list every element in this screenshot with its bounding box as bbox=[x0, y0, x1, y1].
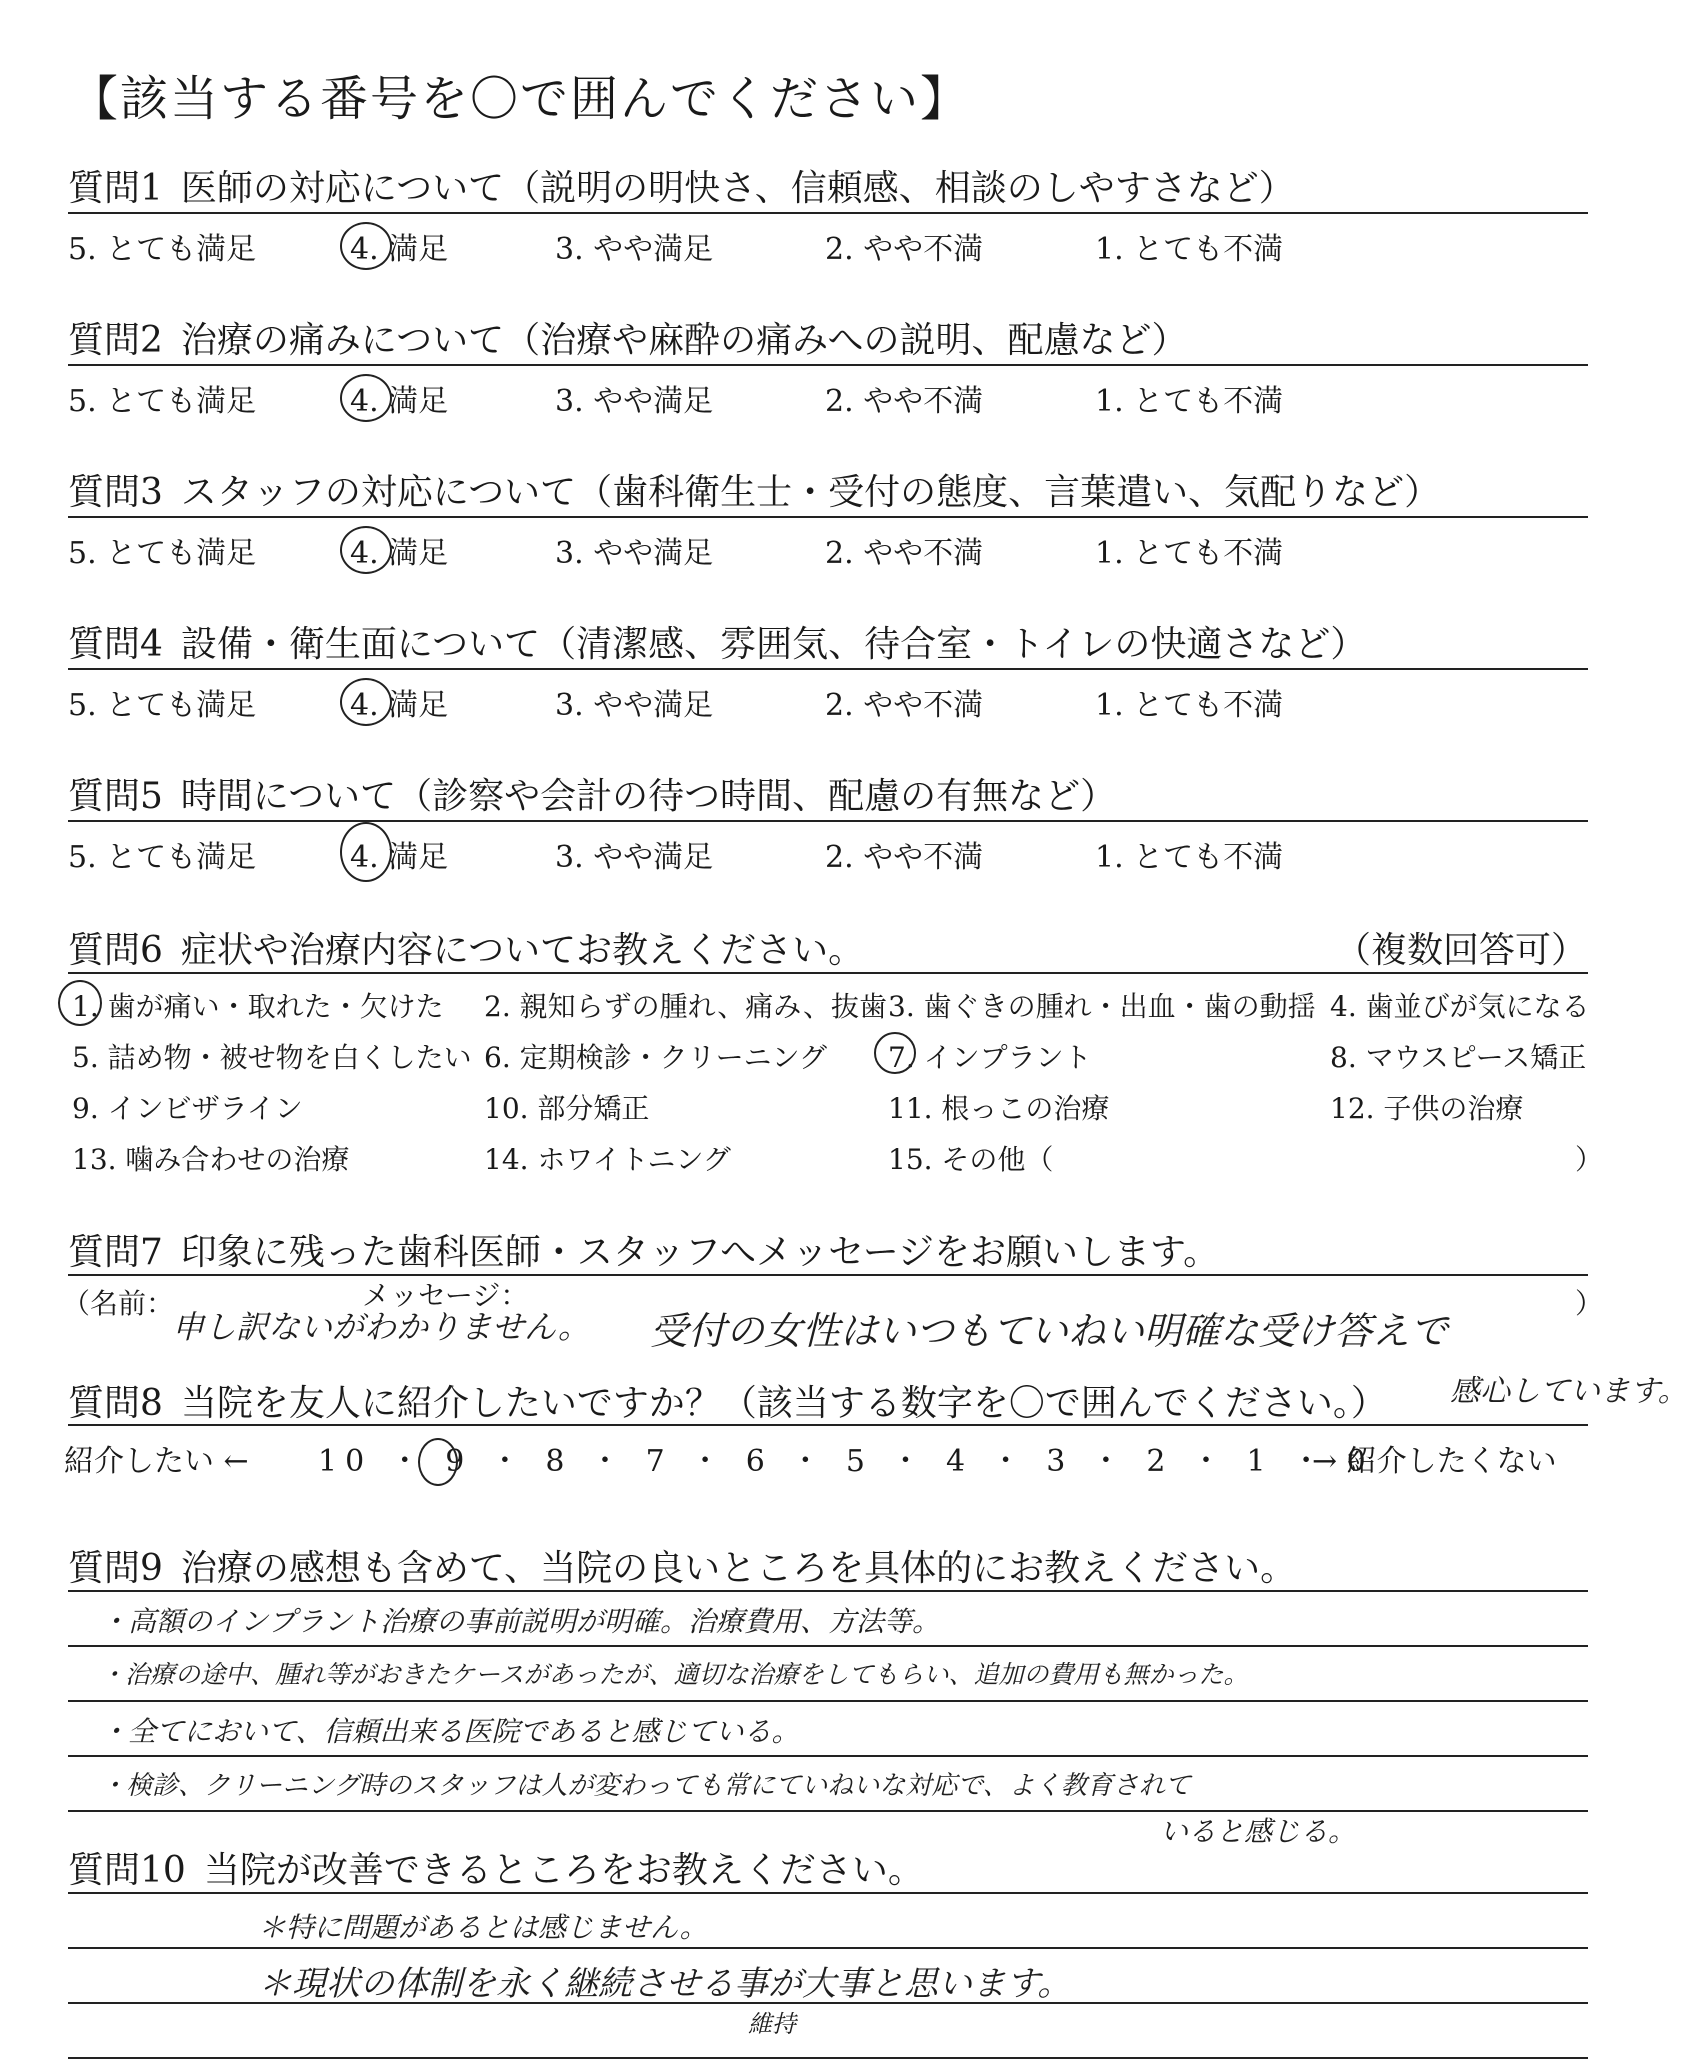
option-2[interactable]: 2. やや不満 bbox=[825, 232, 984, 267]
question-text: 治療の感想も含めて、当院の良いところを具体的にお教えください。 bbox=[180, 1548, 1297, 1589]
checklist-item-9[interactable]: 9. インビザライン bbox=[72, 1092, 303, 1125]
option-1[interactable]: 1. とても不満 bbox=[1095, 232, 1284, 267]
selection-circle bbox=[340, 678, 392, 726]
checklist-item-2[interactable]: 2. 親知らずの腫れ、痛み、抜歯 bbox=[484, 990, 887, 1023]
handwritten-correction: 維持 bbox=[748, 2010, 796, 2038]
checklist-item-7[interactable]: 7. インプラント bbox=[888, 1041, 1092, 1074]
divider bbox=[68, 1810, 1588, 1812]
selection-circle bbox=[874, 1032, 916, 1074]
question-text: スタッフの対応について（歯科衛生士・受付の態度、言葉遣い、気配りなど） bbox=[180, 472, 1441, 513]
option-5[interactable]: 5. とても満足 bbox=[68, 384, 257, 419]
option-3[interactable]: 3. やや満足 bbox=[555, 536, 714, 571]
handwritten-message: 受付の女性はいつもていねい明確な受け答えで bbox=[650, 1309, 1449, 1353]
question-number: 質問5 bbox=[68, 776, 163, 817]
handwritten-answer: ＊現状の体制を永く継続させる事が大事と思います。 bbox=[258, 1964, 1072, 2004]
divider bbox=[68, 972, 1588, 974]
divider bbox=[68, 1947, 1588, 1949]
handwritten-answer: いると感じる。 bbox=[1160, 1815, 1357, 1848]
checklist-item-13[interactable]: 13. 噛み合わせの治療 bbox=[72, 1143, 350, 1176]
selection-circle bbox=[418, 1438, 458, 1486]
option-2[interactable]: 2. やや不満 bbox=[825, 536, 984, 571]
question-text: 医師の対応について（説明の明快さ、信頼感、相談のしやすさなど） bbox=[180, 168, 1295, 209]
selection-circle bbox=[340, 374, 392, 422]
divider bbox=[68, 820, 1588, 822]
question-number: 質問1 bbox=[68, 168, 163, 209]
checklist-item-11[interactable]: 11. 根っこの治療 bbox=[888, 1092, 1110, 1125]
question-1-title bbox=[68, 160, 1295, 211]
handwritten-answer: ・高額のインプラント治療の事前説明が明確。治療費用、方法等。 bbox=[100, 1605, 941, 1638]
option-5[interactable]: 5. とても満足 bbox=[68, 688, 257, 723]
checklist-item-4[interactable]: 4. 歯並びが気になる bbox=[1330, 990, 1590, 1023]
question-number: 質問10 bbox=[68, 1850, 186, 1891]
other-close-paren: ） bbox=[1575, 1143, 1604, 1176]
question-text: 当院が改善できるところをお教えください。 bbox=[203, 1850, 924, 1891]
option-5[interactable]: 5. とても満足 bbox=[68, 232, 257, 267]
question-text: 治療の痛みについて（治療や麻酔の痛みへの説明、配慮など） bbox=[180, 320, 1188, 361]
checklist-item-8[interactable]: 8. マウスピース矯正 bbox=[1330, 1041, 1587, 1074]
option-1[interactable]: 1. とても不満 bbox=[1095, 840, 1284, 875]
divider bbox=[68, 2057, 1588, 2059]
checklist-item-3[interactable]: 3. 歯ぐきの腫れ・出血・歯の動揺 bbox=[888, 990, 1316, 1023]
option-4[interactable]: 4. 満足 bbox=[350, 840, 449, 875]
question-text: 時間について（診察や会計の待つ時間、配慮の有無など） bbox=[180, 776, 1117, 817]
message-close-paren: ） bbox=[1575, 1287, 1604, 1320]
page-title: 【該当する番号を〇で囲んでください】 bbox=[70, 71, 971, 127]
handwritten-answer: ・治療の途中、腫れ等がおきたケースがあったが、適切な治療をしてもらい、追加の費用も無かった。 bbox=[100, 1660, 1249, 1689]
selection-circle bbox=[340, 822, 392, 882]
question-number: 質問7 bbox=[68, 1232, 163, 1273]
handwritten-message-continued: 感心しています。 bbox=[1450, 1374, 1688, 1409]
option-4[interactable]: 4. 満足 bbox=[350, 232, 449, 267]
question-number: 質問9 bbox=[68, 1548, 163, 1589]
handwritten-answer: ・全てにおいて、信頼出来る医院であると感じている。 bbox=[100, 1715, 800, 1748]
question-9-title bbox=[68, 1540, 1296, 1591]
question-10-title bbox=[68, 1842, 924, 1893]
selection-circle bbox=[340, 222, 392, 270]
option-2[interactable]: 2. やや不満 bbox=[825, 384, 984, 419]
option-4[interactable]: 4. 満足 bbox=[350, 536, 449, 571]
checklist-item-10[interactable]: 10. 部分矯正 bbox=[484, 1092, 650, 1125]
divider bbox=[68, 364, 1588, 366]
scale-left-label: 紹介したい ← bbox=[64, 1444, 249, 1479]
divider bbox=[68, 1645, 1588, 1647]
handwritten-name: 申し訳ないがわかりません。 bbox=[172, 1308, 590, 1346]
question-4-title bbox=[68, 616, 1366, 667]
option-2[interactable]: 2. やや不満 bbox=[825, 688, 984, 723]
question-number: 質問6 bbox=[68, 930, 163, 971]
question-text: 症状や治療内容についてお教えください。 bbox=[180, 930, 865, 971]
recommendation-scale[interactable]: 10 ・ 9 ・ 8 ・ 7 ・ 6 ・ 5 ・ 4 ・ 3 ・ 2 ・ 1 ・ 0 bbox=[318, 1444, 1374, 1479]
option-3[interactable]: 3. やや満足 bbox=[555, 688, 714, 723]
divider bbox=[68, 1424, 1588, 1426]
question-8-title bbox=[68, 1375, 1387, 1426]
checklist-item-12[interactable]: 12. 子供の治療 bbox=[1330, 1092, 1524, 1125]
scale-right-label: → 紹介したくない bbox=[1312, 1444, 1557, 1479]
message-label: メッセージ： bbox=[362, 1279, 529, 1312]
option-5[interactable]: 5. とても満足 bbox=[68, 536, 257, 571]
option-3[interactable]: 3. やや満足 bbox=[555, 384, 714, 419]
handwritten-answer: ＊特に問題があるとは感じません。 bbox=[258, 1911, 708, 1944]
divider bbox=[68, 668, 1588, 670]
question-number: 質問4 bbox=[68, 624, 163, 665]
handwritten-answer: ・検診、クリーニング時のスタッフは人が変わっても常にていねいな対応で、よく教育されて bbox=[100, 1771, 1191, 1801]
question-number: 質問8 bbox=[68, 1383, 163, 1424]
divider bbox=[68, 516, 1588, 518]
divider bbox=[68, 212, 1588, 214]
option-1[interactable]: 1. とても不満 bbox=[1095, 384, 1284, 419]
divider bbox=[68, 1700, 1588, 1702]
divider bbox=[68, 1274, 1588, 1276]
selection-circle bbox=[340, 526, 392, 574]
option-4[interactable]: 4. 満足 bbox=[350, 688, 449, 723]
option-4[interactable]: 4. 満足 bbox=[350, 384, 449, 419]
question-number: 質問3 bbox=[68, 472, 163, 513]
question-7-title bbox=[68, 1224, 1219, 1275]
question-6-title bbox=[68, 922, 864, 973]
divider bbox=[68, 1892, 1588, 1894]
checklist-item-15[interactable]: 15. その他（ bbox=[888, 1143, 1054, 1176]
option-3[interactable]: 3. やや満足 bbox=[555, 232, 714, 267]
option-5[interactable]: 5. とても満足 bbox=[68, 840, 257, 875]
option-1[interactable]: 1. とても不満 bbox=[1095, 536, 1284, 571]
name-label: （名前： bbox=[62, 1287, 175, 1320]
option-2[interactable]: 2. やや不満 bbox=[825, 840, 984, 875]
checklist-item-5[interactable]: 5. 詰め物・被せ物を白くしたい bbox=[72, 1041, 472, 1074]
question-text: 当院を友人に紹介したいですか？（該当する数字を〇で囲んでください。） bbox=[180, 1383, 1387, 1424]
question-text: 印象に残った歯科医師・スタッフへメッセージをお願いします。 bbox=[180, 1232, 1220, 1273]
divider bbox=[68, 1590, 1588, 1592]
option-3[interactable]: 3. やや満足 bbox=[555, 840, 714, 875]
checklist-item-6[interactable]: 6. 定期検診・クリーニング bbox=[484, 1041, 828, 1074]
question-text: 設備・衛生面について（清潔感、雰囲気、待合室・トイレの快適さなど） bbox=[180, 624, 1367, 665]
question-5-title bbox=[68, 768, 1116, 819]
question-3-title bbox=[68, 464, 1440, 515]
checklist-item-1[interactable]: 1. 歯が痛い・取れた・欠けた bbox=[72, 990, 444, 1023]
question-number: 質問2 bbox=[68, 320, 163, 361]
selection-circle bbox=[58, 980, 102, 1026]
question-2-title bbox=[68, 312, 1187, 363]
divider bbox=[68, 1755, 1588, 1757]
multiple-answers-note: （複数回答可） bbox=[1335, 930, 1588, 971]
option-1[interactable]: 1. とても不満 bbox=[1095, 688, 1284, 723]
checklist-item-14[interactable]: 14. ホワイトニング bbox=[484, 1143, 731, 1176]
